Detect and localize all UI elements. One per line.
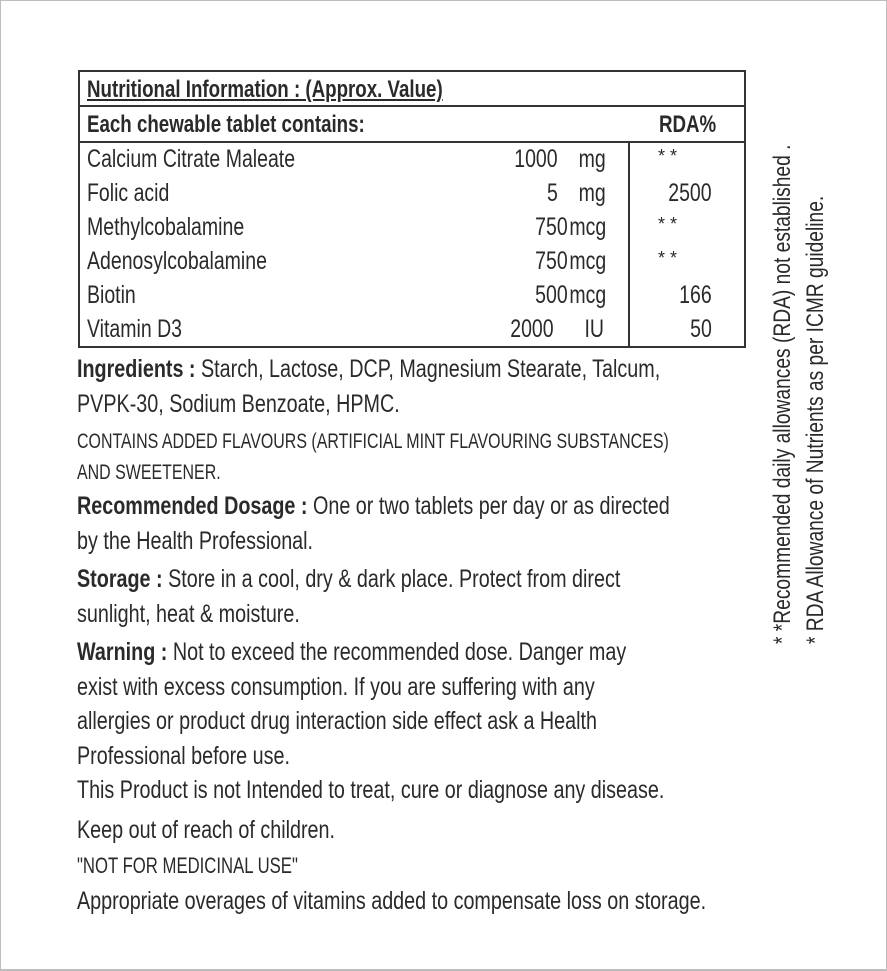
dosage-text-1: One or two tablets per day or as directed [307, 492, 670, 520]
flavours-notice [77, 426, 669, 488]
warning-text-1: Not to exceed the recommended dose. Danger may [167, 638, 627, 666]
flavours-line-1: CONTAINS ADDED FLAVOURS (ARTIFICIAL MINT FLAVOURING SUBSTANCES) [77, 430, 669, 453]
storage-text-1: Store in a cool, dry & dark place. Protect from direct [162, 565, 621, 593]
warning-label: Warning : [77, 638, 168, 666]
footnote-icmr: * RDA Allowance of Nutrients as per ICMR guideline. [802, 195, 829, 645]
nutrient-name: Folic acid [87, 179, 170, 207]
table-subtitle: Each chewable tablet contains: [87, 111, 365, 138]
table-title: Nutritional Information : (Approx. Value) [87, 76, 443, 103]
nutrient-rda: 166 [679, 281, 712, 309]
nutrient-amount: 5 [547, 179, 558, 207]
ingredients-label: Ingredients : [77, 355, 196, 383]
children-warning: Keep out of reach of children. [77, 816, 336, 844]
ingredients-text-1: Starch, Lactose, DCP, Magnesium Stearate, Talcum, [195, 355, 661, 383]
nutrient-rda: * * [658, 214, 678, 234]
overages-notice: Appropriate overages of vitamins added to compensate loss on storage. [77, 887, 707, 915]
nutrient-unit: mcg [569, 247, 606, 275]
storage-text-2: sunlight, heat & moisture. [77, 599, 300, 628]
dosage-section [77, 489, 670, 558]
dosage-text-2: by the Health Professional. [77, 526, 314, 555]
nutrient-amount: 750 [535, 247, 568, 275]
nutrient-unit: mg [578, 179, 606, 207]
nutrient-unit: mcg [569, 213, 606, 241]
warning-text-4: Professional before use. [77, 741, 290, 770]
nutrient-name: Methylcobalamine [87, 213, 245, 241]
nutrient-name: Vitamin D3 [87, 315, 183, 343]
nutrient-rda: 50 [690, 315, 712, 343]
nutrient-unit: IU [584, 315, 604, 343]
disclaimer-text: This Product is not Intended to treat, cure or diagnose any disease. [77, 776, 665, 804]
nutrient-rda: * * [658, 248, 678, 268]
nutrient-amount: 2000 [510, 315, 554, 343]
flavours-line-2: AND SWEETENER. [77, 461, 221, 484]
nutrient-amount: 750 [535, 213, 568, 241]
warning-section [77, 635, 664, 808]
nutrient-amount: 500 [535, 281, 568, 309]
ingredients-text-2: PVPK-30, Sodium Benzoate, HPMC. [77, 389, 400, 418]
storage-section [77, 562, 620, 631]
nutrition-table [78, 70, 746, 348]
warning-text-2: exist with excess consumption. If you are suffering with any [77, 672, 595, 701]
nutrient-rda: 2500 [668, 179, 712, 207]
storage-label: Storage : [77, 565, 163, 593]
warning-text-3: allergies or product drug interaction side effect ask a Health [77, 707, 598, 735]
nutrient-name: Calcium Citrate Maleate [87, 145, 296, 173]
table-header-row [80, 107, 744, 143]
dosage-label: Recommended Dosage : [77, 492, 308, 520]
rda-column-divider [628, 141, 630, 346]
ingredients-section [77, 352, 660, 421]
footnote-rda-not-established: * *Recommended daily allowances (RDA) not established . [769, 144, 796, 644]
nutrient-name: Biotin [87, 281, 136, 309]
nutrient-unit: mcg [569, 281, 606, 309]
nutrient-rda: * * [658, 146, 678, 166]
not-medicinal-notice: "NOT FOR MEDICINAL USE" [77, 853, 298, 878]
table-title-row [80, 72, 744, 107]
nutrient-amount: 1000 [514, 145, 558, 173]
nutrient-unit: mg [578, 145, 606, 173]
rda-header: RDA% [659, 111, 717, 138]
nutrient-name: Adenosylcobalamine [87, 247, 267, 275]
